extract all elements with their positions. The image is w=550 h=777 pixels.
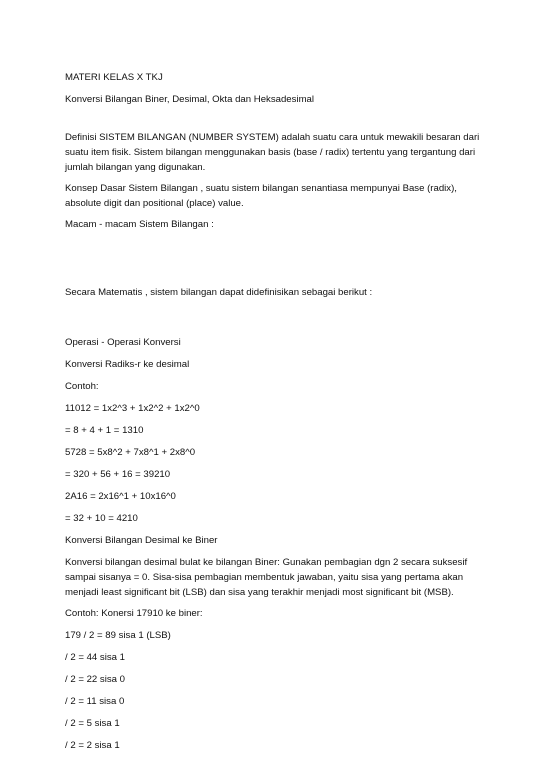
example-line: 2A16 = 2x16^1 + 10x16^0 <box>65 491 176 502</box>
example-line: 5728 = 5x8^2 + 7x8^1 + 2x8^0 <box>65 447 196 458</box>
conversion-example: Contoh: Konersi 17910 ke biner: <box>65 608 203 619</box>
kinds-heading: Macam - macam Sistem Bilangan : <box>65 219 214 230</box>
math-definition: Secara Matematis , sistem bilangan dapat didefinisikan sebagai berikut : <box>65 287 373 298</box>
example-line: = 8 + 4 + 1 = 1310 <box>65 425 144 436</box>
concept-paragraph: Konsep Dasar Sistem Bilangan , suatu sistem bilangan senantiasa mempunyai Base (radix), absolute digit dan positional (place) value. <box>65 183 457 209</box>
example-line: = 320 + 56 + 16 = 39210 <box>65 469 171 480</box>
division-step: / 2 = 11 sisa 0 <box>65 696 125 707</box>
division-step: / 2 = 2 sisa 1 <box>65 740 120 751</box>
radix-heading: Konversi Radiks-r ke desimal <box>65 359 190 370</box>
example-line: = 32 + 10 = 4210 <box>65 513 138 524</box>
definition-paragraph: Definisi SISTEM BILANGAN (NUMBER SYSTEM) adalah suatu cara untuk mewakili besaran dari suatu item fisik. Sistem bilangan menggunakan basis (base / radix) tertentu yang tergantung dari jumlah bilangan yang digunakan. <box>65 132 480 173</box>
division-step: / 2 = 5 sisa 1 <box>65 718 120 729</box>
example-line: 11012 = 1x2^3 + 1x2^2 + 1x2^0 <box>65 403 200 414</box>
division-step: 179 / 2 = 89 sisa 1 (LSB) <box>65 630 171 641</box>
doc-title: MATERI KELAS X TKJ <box>65 72 163 83</box>
example-label: Contoh: <box>65 381 99 392</box>
operations-heading: Operasi - Operasi Konversi <box>65 337 181 348</box>
division-step: / 2 = 22 sisa 0 <box>65 674 125 685</box>
dec-bin-description: Konversi bilangan desimal bulat ke bilangan Biner: Gunakan pembagian dgn 2 secara suksesif sampai sisanya = 0. Sisa-sisa pembagian membentuk jawaban, yaitu sisa yang pertama akan menjadi least significant bit (LSB) dan sisa yang terakhir menjadi most significant bit (MSB). <box>65 557 468 598</box>
division-step: / 2 = 44 sisa 1 <box>65 652 125 663</box>
dec-bin-heading: Konversi Bilangan Desimal ke Biner <box>65 535 218 546</box>
doc-subtitle: Konversi Bilangan Biner, Desimal, Okta dan Heksadesimal <box>65 94 315 105</box>
